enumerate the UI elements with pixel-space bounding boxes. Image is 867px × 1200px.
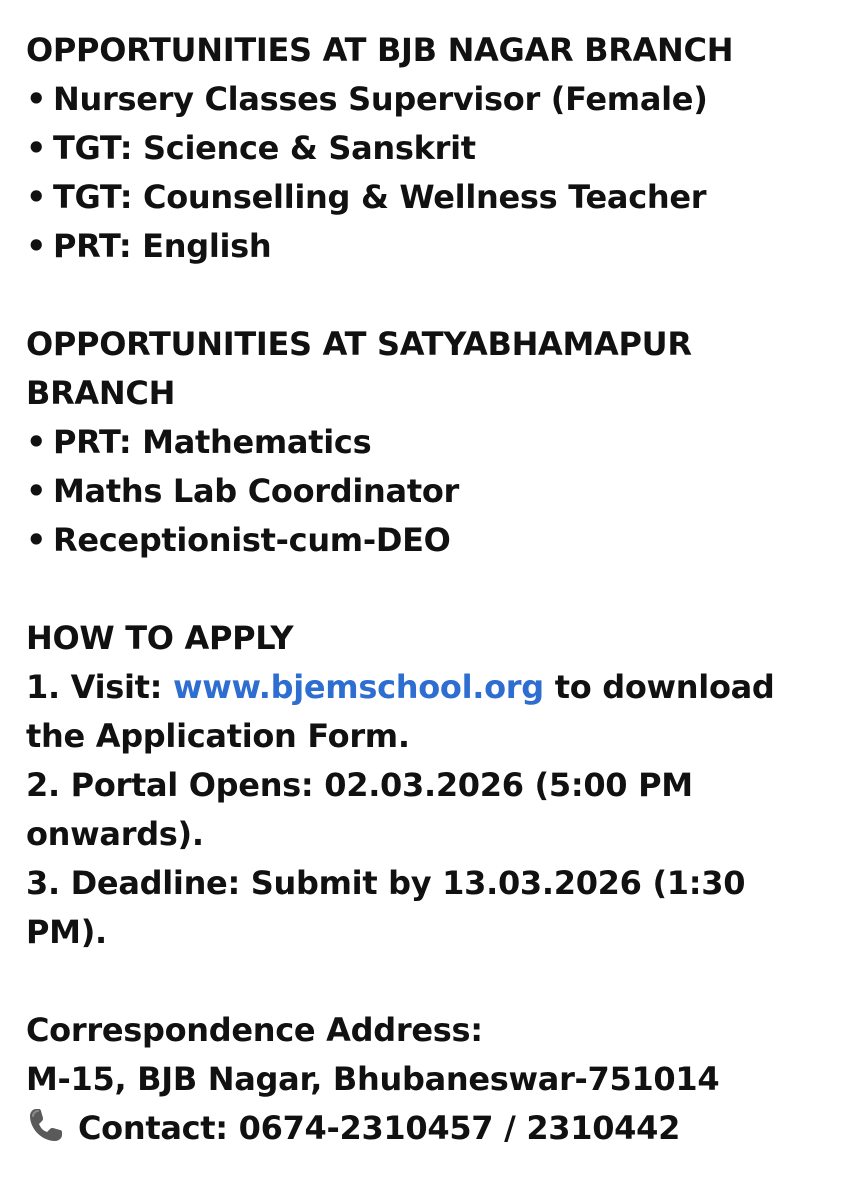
contact-section: [26, 1006, 856, 1159]
step-1-line: [26, 663, 856, 712]
step-1-suffix: to download: [543, 668, 775, 706]
satya-item-3: • Receptionist-cum-DEO: [26, 516, 856, 565]
satyabhamapur-heading-line1: OPPORTUNITIES AT SATYABHAMAPUR: [26, 325, 692, 363]
step-2-line2: onwards).: [26, 815, 204, 853]
correspondence-heading: Correspondence Address:: [26, 1011, 483, 1049]
step-3-line1: 3. Deadline: Submit by 13.03.2026 (1:30: [26, 864, 746, 902]
step-3-line2: PM).: [26, 913, 107, 951]
telephone-icon: [26, 1105, 78, 1159]
step-1-prefix: 1. Visit:: [26, 668, 173, 706]
bjb-nagar-section: [26, 26, 856, 271]
bjb-item-3: • TGT: Counselling & Wellness Teacher: [26, 173, 856, 222]
satya-item-2: • Maths Lab Coordinator: [26, 467, 856, 516]
correspondence-address: M-15, BJB Nagar, Bhubaneswar-751014: [26, 1060, 720, 1098]
bjb-nagar-heading: OPPORTUNITIES AT BJB NAGAR BRANCH: [26, 31, 734, 69]
bjb-item-1: • Nursery Classes Supervisor (Female): [26, 75, 856, 124]
school-website-link[interactable]: www.bjemschool.org: [173, 668, 544, 706]
how-to-apply-heading: HOW TO APPLY: [26, 619, 294, 657]
bjb-item-2: • TGT: Science & Sanskrit: [26, 124, 856, 173]
bjb-item-4: • PRT: English: [26, 222, 856, 271]
announcement-document: [26, 26, 856, 1159]
how-to-apply-section: [26, 614, 856, 957]
step-2-line1: 2. Portal Opens: 02.03.2026 (5:00 PM: [26, 766, 693, 804]
satyabhamapur-section: [26, 320, 856, 565]
satya-item-1: • PRT: Mathematics: [26, 418, 856, 467]
contact-line: [26, 1104, 856, 1159]
satyabhamapur-heading-line2: BRANCH: [26, 374, 176, 412]
contact-text: Contact: 0674-2310457 / 2310442: [78, 1109, 681, 1147]
step-1-line2: the Application Form.: [26, 717, 410, 755]
